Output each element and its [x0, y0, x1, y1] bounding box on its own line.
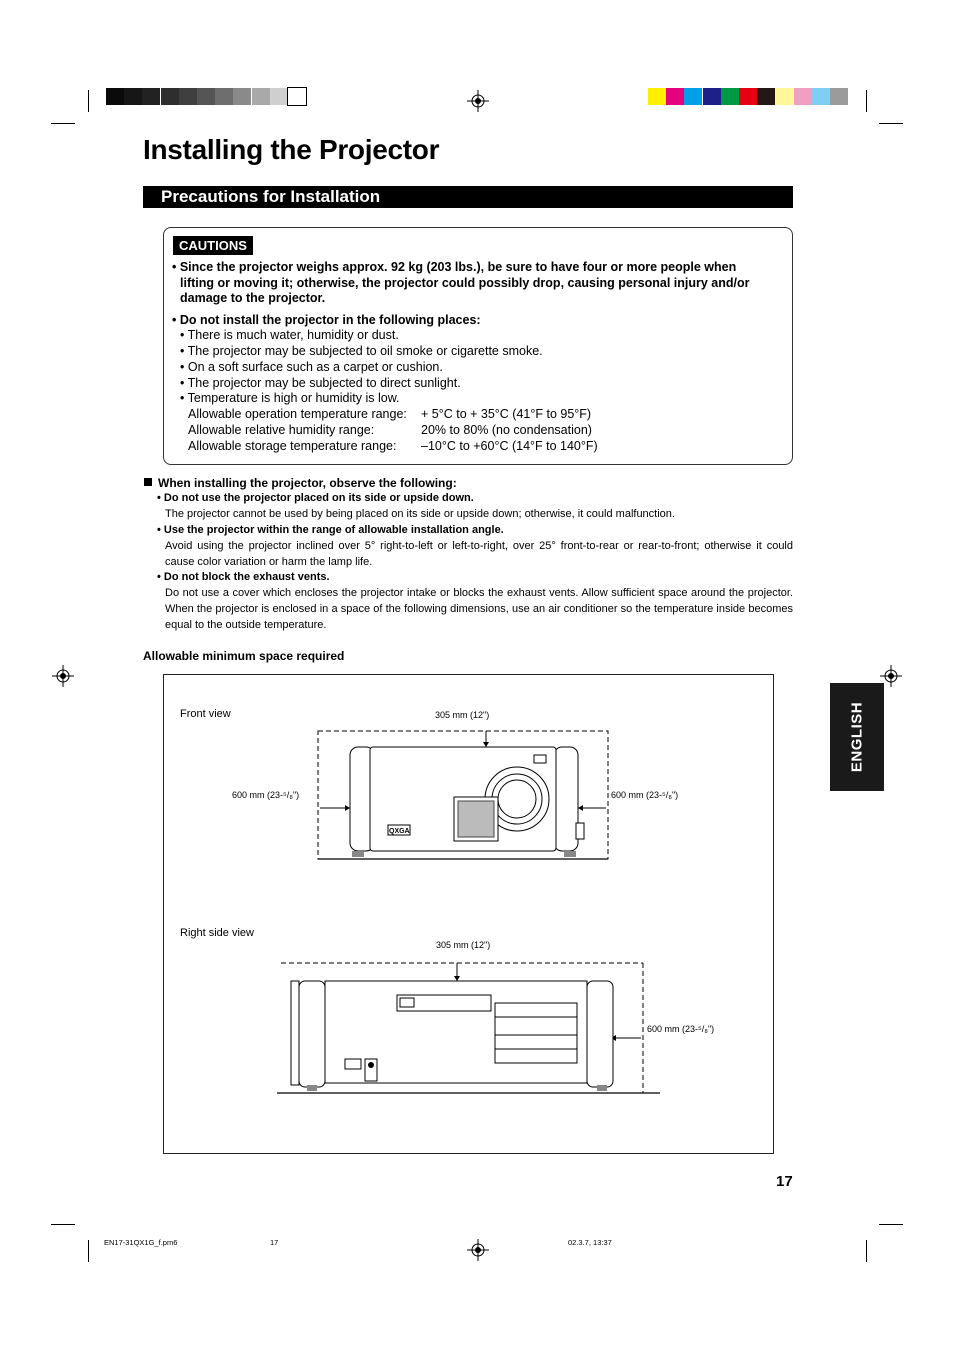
place-item: • The projector may be subjected to oil smoke or cigarette smoke. [180, 344, 543, 358]
color-swatch [648, 88, 666, 105]
range-value: 20% to 80% (no condensation) [421, 423, 592, 437]
weight-caution-line: lifting or moving it; otherwise, the projector could possibly drop, causing personal injury and/or [180, 276, 750, 290]
section-heading-bar [143, 186, 793, 208]
crop-mark [866, 90, 867, 112]
color-swatch [106, 88, 124, 105]
footer-file-name: EN17-31QX1G_f.pm6 [104, 1238, 178, 1247]
observe-item-text: Avoid using the projector inclined over 5° right-to-left or left-to-right, over 25° front-to-rear or rear-to-front; otherwise it could cause color variation or harm the lamp life. [165, 540, 793, 568]
registration-mark-icon [467, 1239, 489, 1261]
front-view-projector-illustration [310, 725, 620, 865]
observe-item-text: Do not use a cover which encloses the projector intake or blocks the exhaust vents. Allow sufficient space around the projector. When the projector is enclosed in a space of the following dimensions, use an air conditioner so the temperature inside becomes equal to the outside temperature. [165, 587, 793, 631]
color-swatch [233, 88, 251, 105]
page-title: Installing the Projector [143, 134, 440, 165]
color-swatch [757, 88, 775, 105]
color-swatch [703, 88, 721, 105]
crop-mark [879, 123, 903, 124]
observe-item-title: • Use the projector within the range of allowable installation angle. [157, 524, 504, 536]
color-swatch [124, 88, 142, 105]
front-view-label: Front view [180, 708, 231, 720]
footer-date: 02.3.7, 13:37 [568, 1238, 612, 1247]
section-title: Precautions for Installation [161, 187, 381, 206]
footer-page: 17 [270, 1238, 279, 1247]
side-top-clearance-label: 305 mm (12") [436, 940, 491, 950]
places-heading: • Do not install the projector in the following places: [172, 313, 481, 327]
weight-caution-line: • Since the projector weighs approx. 92 kg (203 lbs.), be sure to have four or more people when [172, 260, 737, 274]
crop-mark [51, 1224, 75, 1225]
range-label: Allowable operation temperature range: [188, 407, 407, 421]
language-tab-label: ENGLISH [848, 701, 866, 773]
observe-heading: When installing the projector, observe the following: [158, 476, 457, 490]
place-item: • The projector may be subjected to direct sunlight. [180, 376, 461, 390]
weight-caution-line: damage to the projector. [180, 291, 326, 305]
right-side-view-label: Right side view [180, 927, 254, 939]
color-swatch [288, 88, 306, 105]
crop-mark [866, 1240, 867, 1262]
front-left-clearance-label: 600 mm (23-⁵/₈") [232, 790, 300, 800]
observe-item-text: The projector cannot be used by being placed on its side or upside down; otherwise, it could malfunction. [165, 508, 675, 520]
color-swatch [794, 88, 812, 105]
page-number: 17 [776, 1173, 793, 1190]
color-swatch [252, 88, 270, 105]
color-swatch [142, 88, 160, 105]
color-swatch [830, 88, 848, 105]
range-label: Allowable relative humidity range: [188, 423, 375, 437]
range-value: –10°C to +60°C (14°F to 140°F) [421, 439, 598, 453]
observe-item-title: • Do not use the projector placed on its side or upside down. [157, 492, 474, 504]
observe-item-title: • Do not block the exhaust vents. [157, 571, 330, 583]
color-swatch [739, 88, 757, 105]
right-side-view-projector-illustration [275, 955, 665, 1095]
color-swatch [812, 88, 830, 105]
range-value: + 5°C to + 35°C (41°F to 95°F) [421, 407, 592, 421]
registration-mark-icon [52, 665, 74, 687]
svg-text:QXGA: QXGA [389, 828, 410, 835]
cautions-label: CAUTIONS [173, 236, 253, 255]
registration-mark-icon [467, 90, 489, 112]
color-swatch [197, 88, 215, 105]
range-label: Allowable storage temperature range: [188, 439, 397, 453]
color-swatch [161, 88, 179, 105]
color-swatch [721, 88, 739, 105]
place-item: • There is much water, humidity or dust. [180, 328, 399, 342]
square-bullet-icon [144, 478, 152, 486]
side-rear-clearance-label: 600 mm (23-⁵/₈") [647, 1024, 715, 1034]
color-swatch [775, 88, 793, 105]
color-swatch [215, 88, 233, 105]
color-swatch [666, 88, 684, 105]
color-swatch [684, 88, 702, 105]
place-item: • Temperature is high or humidity is low. [180, 391, 400, 405]
diagram-heading: Allowable minimum space required [143, 649, 345, 663]
crop-mark [88, 1240, 89, 1262]
place-item: • On a soft surface such as a carpet or cushion. [180, 360, 443, 374]
color-swatch [179, 88, 197, 105]
front-top-clearance-label: 305 mm (12") [435, 710, 490, 720]
crop-mark [51, 123, 75, 124]
color-swatch [270, 88, 288, 105]
crop-mark [88, 90, 89, 112]
front-right-clearance-label: 600 mm (23-⁵/₈") [611, 790, 679, 800]
crop-mark [879, 1224, 903, 1225]
language-tab [830, 683, 884, 791]
